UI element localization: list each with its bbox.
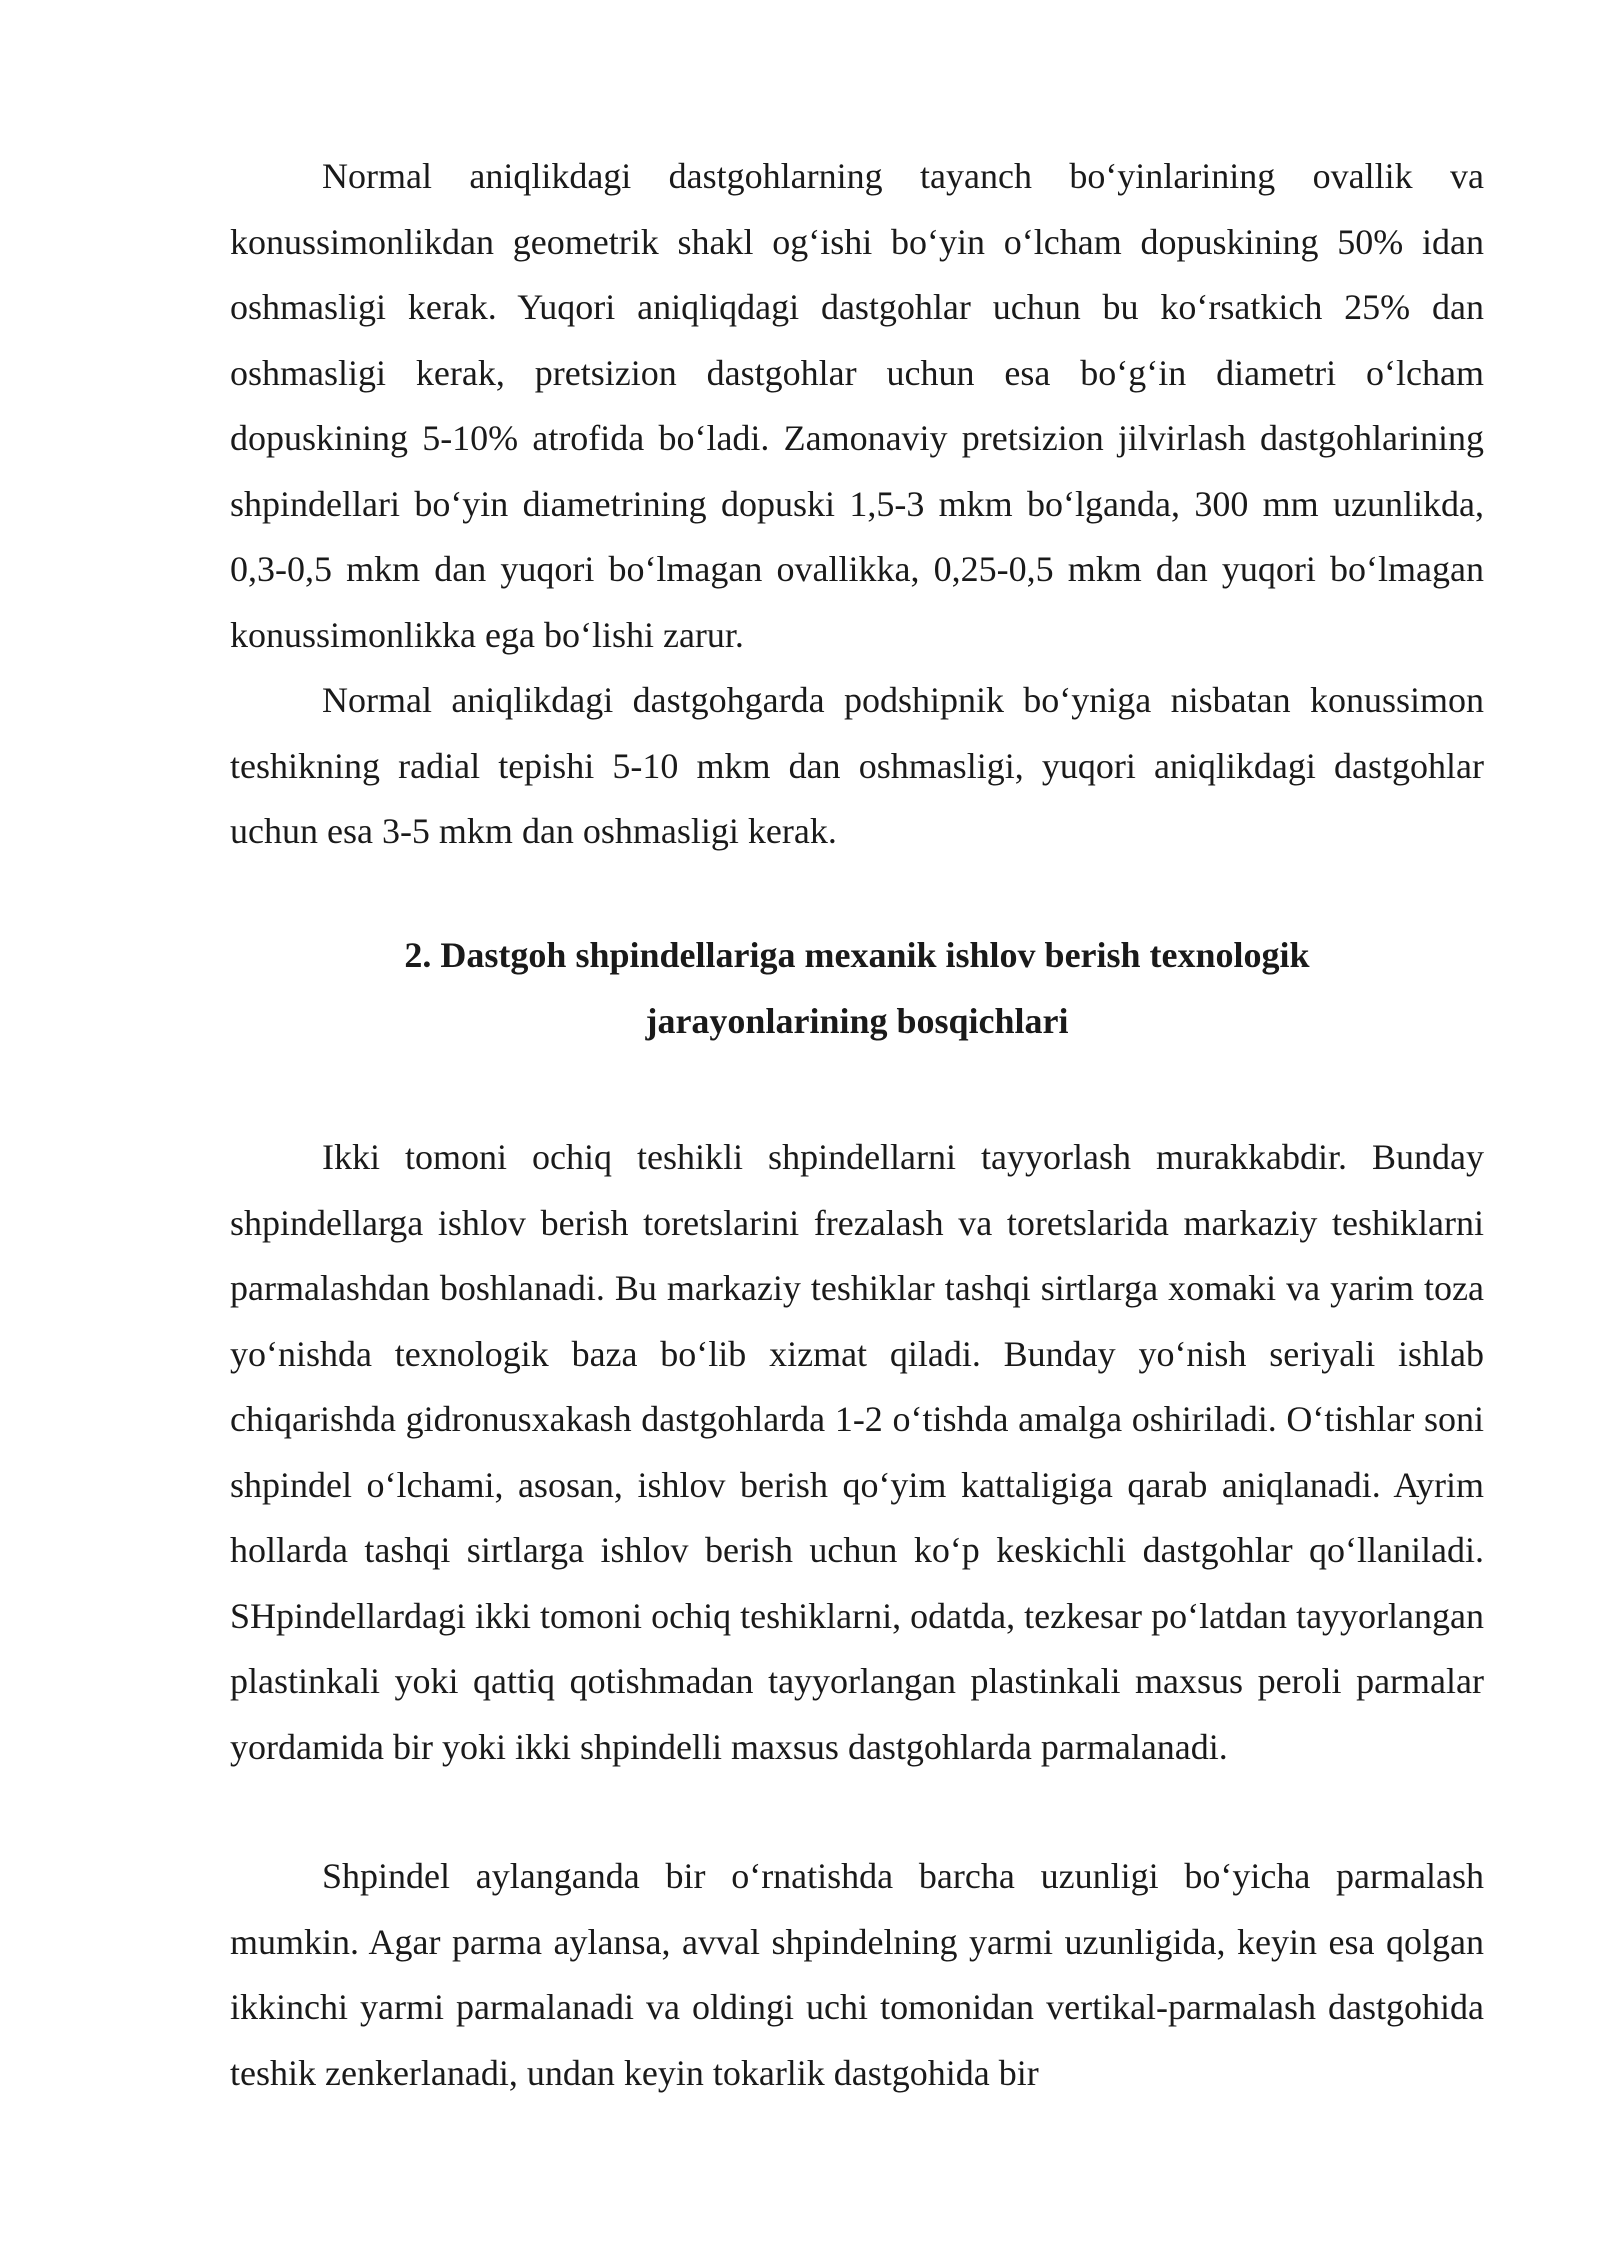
section-heading: [230, 922, 1484, 1054]
paragraph-hollow-spindles: Ikki tomoni ochiq teshikli shpindellarni tayyorlash murakkabdir. Bunday shpindellarga ishlov berish toretslarini frezalash va toretslarida markaziy teshiklarni parmalashdan boshlanadi. Bu markaziy teshiklar tashqi sirtlarga xomaki va yarim toza yo‘nishda texnologik baza bo‘lib xizmat qiladi. Bunday yo‘nish seriyali ishlab chiqarishda gidronusxakash dastgohlarda 1-2 o‘tishda amalga oshiriladi. O‘tishlar soni shpindel o‘lchami, asosan, ishlov berish qo‘yim kattaligiga qarab aniqlanadi. Ayrim hollarda tashqi sirtlarga ishlov berish uchun ko‘p keskichli dastgohlar qo‘llaniladi. SHpindellardagi ikki tomoni ochiq teshiklarni, odatda, tezkesar po‘latdan tayyorlangan plastinkali yoki qattiq qotishmadan tayyorlangan plastinkali maxsus peroli parmalar yordamida bir yoki ikki shpindelli maxsus dastgohlarda parmalanadi.: [230, 1137, 1484, 1767]
section-heading-line-1: 2. Dastgoh shpindellariga mexanik ishlov berish texnologik: [404, 935, 1310, 975]
paragraph-drilling: Shpindel aylanganda bir o‘rnatishda barcha uzunligi bo‘yicha parmalash mumkin. Agar parma aylansa, avval shpindelning yarmi uzunligida, keyin esa qolgan ikkinchi yarmi parmalanadi va oldingi uchi tomonidan vertikal-parmalash dastgohida teshik zenkerlanadi, undan keyin tokarlik dastgohida bir: [230, 1856, 1484, 2093]
paragraph-tolerances: Normal aniqlikdagi dastgohlarning tayanch bo‘yinlarining ovallik va konussimonlikdan geometrik shakl og‘ishi bo‘yin o‘lcham dopuskining 50% idan oshmasligi kerak. Yuqori aniqliqdagi dastgohlar uchun bu ko‘rsatkich 25% dan oshmasligi kerak, pretsizion dastgohlar uchun esa bo‘g‘in diametri o‘lcham dopuskining 5-10% atrofida bo‘ladi. Zamonaviy pretsizion jilvirlash dastgohlarining shpindellari bo‘yin diametrining dopuski 1,5-3 mkm bo‘lganda, 300 mm uzunlikda, 0,3-0,5 mkm dan yuqori bo‘lmagan ovallikka, 0,25-0,5 mkm dan yuqori bo‘lmagan konussimonlikka ega bo‘lishi zarur.: [230, 156, 1484, 655]
section-heading-line-2: jarayonlarining bosqichlari: [645, 1001, 1069, 1041]
paragraph-radial-runout: Normal aniqlikdagi dastgohgarda podshipnik bo‘yniga nisbatan konussimon teshikning radial tepishi 5-10 mkm dan oshmasligi, yuqori aniqlikdagi dastgohlar uchun esa 3-5 mkm dan oshmasligi kerak.: [230, 680, 1484, 851]
